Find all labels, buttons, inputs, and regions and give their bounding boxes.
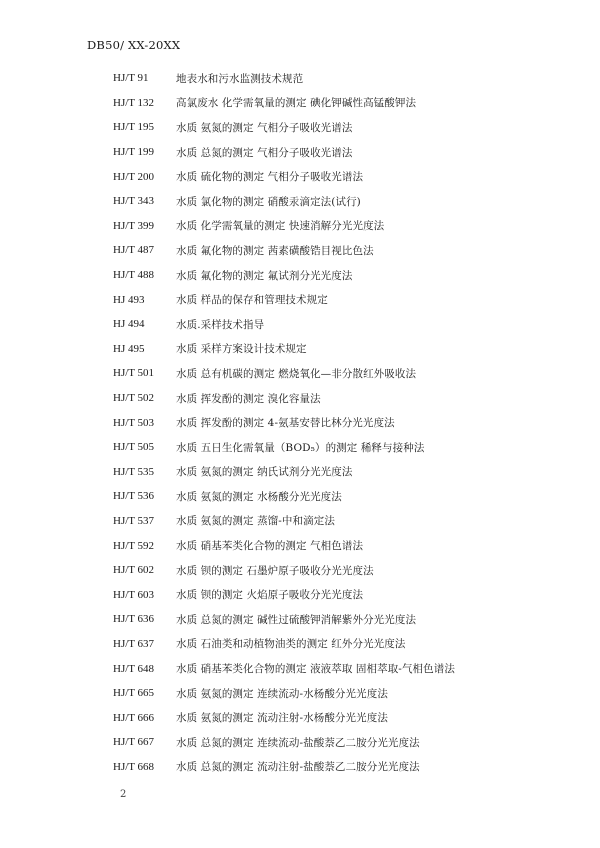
reference-title: 水质 硫化物的测定 气相分子吸收光谱法 [176, 171, 364, 184]
reference-row [113, 681, 573, 706]
reference-code: HJ/T 535 [113, 465, 155, 478]
reference-code: HJ 494 [113, 318, 145, 331]
reference-code: HJ/T 636 [113, 613, 155, 626]
reference-row [113, 386, 573, 411]
reference-title: 水质 总氮的测定 气相分子吸收光谱法 [176, 146, 353, 159]
reference-row [113, 410, 573, 435]
reference-row [113, 632, 573, 657]
reference-row [113, 287, 573, 312]
reference-row [113, 533, 573, 558]
reference-code: HJ 495 [113, 342, 145, 355]
reference-code: HJ/T 603 [113, 588, 155, 601]
reference-row [113, 361, 573, 386]
reference-title: 水质 氨氮的测定 蒸馏-中和滴定法 [176, 515, 335, 528]
reference-code: HJ 493 [113, 293, 145, 306]
reference-title: 水质 总氮的测定 流动注射-盐酸萘乙二胺分光光度法 [176, 761, 420, 774]
reference-title: 水质 氨氮的测定 连续流动-水杨酸分光光度法 [176, 687, 388, 700]
reference-title: 水质 氨氮的测定 纳氏试剂分光光度法 [176, 466, 353, 479]
reference-row [113, 115, 573, 140]
reference-title: 水质 五日生化需氧量（BOD₅）的测定 稀释与接种法 [176, 441, 425, 454]
reference-title: 水质 总氮的测定 连续流动-盐酸萘乙二胺分光光度法 [176, 736, 420, 749]
reference-title: 水质 样品的保存和管理技术规定 [176, 294, 328, 307]
reference-title: 水质.采样技术指导 [176, 318, 265, 331]
reference-row [113, 140, 573, 165]
reference-row [113, 214, 573, 239]
reference-row [113, 91, 573, 116]
reference-title: 水质 石油类和动植物油类的测定 红外分光光度法 [176, 638, 406, 651]
reference-title: 水质 总有机碳的测定 燃烧氧化—非分散红外吸收法 [176, 367, 417, 380]
reference-row [113, 607, 573, 632]
reference-title: 水质 采样方案设计技术规定 [176, 343, 307, 356]
reference-title: 地表水和污水监测技术规范 [176, 72, 304, 85]
reference-title: 水质 化学需氧量的测定 快速消解分光光度法 [176, 220, 385, 233]
reference-title: 水质 氯化物的测定 硝酸汞滴定法(试行) [176, 195, 361, 208]
normative-reference-list [113, 66, 573, 779]
reference-title: 水质 氨氮的测定 水杨酸分光光度法 [176, 490, 342, 503]
reference-code: HJ/T 488 [113, 269, 155, 282]
reference-row [113, 238, 573, 263]
reference-code: HJ/T 505 [113, 441, 155, 454]
reference-code: HJ/T 501 [113, 367, 155, 380]
reference-code: HJ/T 132 [113, 96, 155, 109]
reference-row [113, 484, 573, 509]
reference-code: HJ/T 537 [113, 514, 155, 527]
reference-title: 水质 氨氮的测定 流动注射-水杨酸分光光度法 [176, 712, 388, 725]
reference-title: 高氯废水 化学需氧量的测定 碘化钾碱性高锰酸钾法 [176, 97, 417, 110]
reference-title: 水质 氟化物的测定 氟试剂分光光度法 [176, 269, 353, 282]
reference-title: 水质 氨氮的测定 气相分子吸收光谱法 [176, 121, 353, 134]
reference-code: HJ/T 667 [113, 736, 155, 749]
reference-title: 水质 总氮的测定 碱性过硫酸钾消解紫外分光光度法 [176, 613, 417, 626]
reference-row [113, 460, 573, 485]
reference-code: HJ/T 399 [113, 219, 155, 232]
reference-code: HJ/T 637 [113, 637, 155, 650]
reference-row [113, 312, 573, 337]
reference-title: 水质 挥发酚的测定 4-氨基安替比林分光光度法 [176, 417, 395, 430]
reference-code: HJ/T 502 [113, 392, 155, 405]
reference-row [113, 435, 573, 460]
reference-row [113, 509, 573, 534]
reference-code: HJ/T 200 [113, 170, 155, 183]
reference-code: HJ/T 343 [113, 195, 155, 208]
reference-row [113, 656, 573, 681]
reference-code: HJ/T 199 [113, 146, 155, 159]
reference-code: HJ/T 668 [113, 760, 155, 773]
reference-code: HJ/T 592 [113, 539, 155, 552]
reference-title: 水质 钡的测定 石墨炉原子吸收分光光度法 [176, 564, 374, 577]
reference-code: HJ/T 536 [113, 490, 155, 503]
reference-code: HJ/T 665 [113, 687, 155, 700]
reference-row [113, 755, 573, 780]
reference-title: 水质 硝基苯类化合物的测定 液液萃取 固相萃取-气相色谱法 [176, 663, 455, 676]
reference-row [113, 582, 573, 607]
reference-row [113, 730, 573, 755]
reference-title: 水质 钡的测定 火焰原子吸收分光光度法 [176, 589, 364, 602]
reference-row [113, 66, 573, 91]
reference-code: HJ/T 503 [113, 416, 155, 429]
reference-row [113, 705, 573, 730]
reference-row [113, 189, 573, 214]
reference-code: HJ/T 487 [113, 244, 155, 257]
reference-row [113, 337, 573, 362]
reference-code: HJ/T 195 [113, 121, 155, 134]
reference-title: 水质 硝基苯类化合物的测定 气相色谱法 [176, 540, 364, 553]
reference-row [113, 558, 573, 583]
reference-title: 水质 挥发酚的测定 溴化容量法 [176, 392, 321, 405]
reference-title: 水质 氟化物的测定 茜素磺酸锆目视比色法 [176, 244, 374, 257]
reference-code: HJ/T 602 [113, 564, 155, 577]
reference-row [113, 164, 573, 189]
reference-row [113, 263, 573, 288]
page-number: 2 [120, 789, 127, 800]
reference-code: HJ/T 666 [113, 711, 155, 724]
reference-code: HJ/T 648 [113, 662, 155, 675]
document-code-header: DB50/ XX-20XX [87, 38, 181, 52]
reference-code: HJ/T 91 [113, 72, 149, 85]
